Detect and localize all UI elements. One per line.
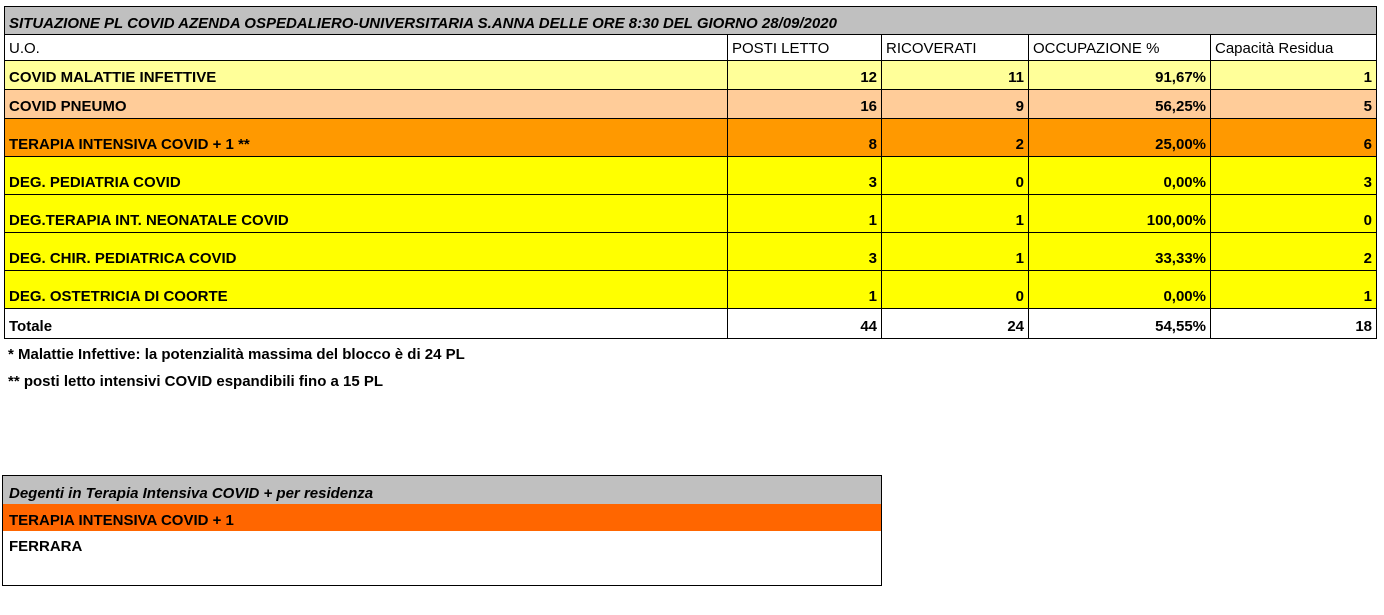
row-occupazione: 33,33% <box>1029 233 1211 270</box>
header-posti-letto: POSTI LETTO <box>728 35 882 60</box>
header-capacita-residua: Capacità Residua <box>1215 40 1334 57</box>
header-uo: U.O. <box>5 35 728 60</box>
total-residua: 18 <box>1355 318 1372 335</box>
row-residua: 6 <box>1363 136 1372 153</box>
row-uo: TERAPIA INTENSIVA COVID + 1 ** <box>5 119 728 156</box>
row-residua: 5 <box>1363 98 1372 115</box>
row-occupazione: 100,00% <box>1029 195 1211 232</box>
row-ricoverati: 2 <box>882 119 1029 156</box>
row-ricoverati: 9 <box>882 90 1029 118</box>
row-residua: 0 <box>1363 212 1372 229</box>
row-occupazione: 0,00% <box>1029 271 1211 308</box>
table-row <box>5 233 1376 271</box>
header-occupazione: OCCUPAZIONE % <box>1029 35 1211 60</box>
header-ricoverati: RICOVERATI <box>882 35 1029 60</box>
table-title: SITUAZIONE PL COVID AZENDA OSPEDALIERO-UNIVERSITARIA S.ANNA DELLE ORE 8:30 DEL GIORNO 28/09/2020 <box>5 7 1376 35</box>
row-ricoverati: 11 <box>882 61 1029 89</box>
row-occupazione: 56,25% <box>1029 90 1211 118</box>
row-uo: DEG. PEDIATRIA COVID <box>5 157 728 194</box>
row-residua: 1 <box>1363 69 1372 86</box>
total-posti: 44 <box>728 309 882 338</box>
row-uo: DEG.TERAPIA INT. NEONATALE COVID <box>5 195 728 232</box>
covid-beds-table <box>4 6 1377 339</box>
row-posti: 3 <box>728 233 882 270</box>
row-posti: 1 <box>728 271 882 308</box>
row-ricoverati: 0 <box>882 157 1029 194</box>
table-row <box>5 157 1376 195</box>
row-uo: DEG. CHIR. PEDIATRICA COVID <box>5 233 728 270</box>
table-row <box>5 61 1376 90</box>
row-posti: 1 <box>728 195 882 232</box>
total-row <box>5 309 1376 338</box>
residence-unit: TERAPIA INTENSIVA COVID + 1 <box>3 504 881 531</box>
row-posti: 8 <box>728 119 882 156</box>
row-posti: 16 <box>728 90 882 118</box>
row-residua: 1 <box>1363 288 1372 305</box>
row-residua: 3 <box>1363 174 1372 191</box>
table-row <box>5 195 1376 233</box>
footnote-posti-intensivi: ** posti letto intensivi COVID espandibili fino a 15 PL <box>8 373 384 390</box>
table-row <box>5 271 1376 309</box>
row-posti: 3 <box>728 157 882 194</box>
row-ricoverati: 0 <box>882 271 1029 308</box>
table-row <box>5 119 1376 157</box>
residence-city: FERRARA <box>9 538 83 555</box>
total-label: Totale <box>5 309 728 338</box>
row-ricoverati: 1 <box>882 195 1029 232</box>
row-uo: COVID MALATTIE INFETTIVE <box>5 61 728 89</box>
row-uo: COVID PNEUMO <box>5 90 728 118</box>
header-row <box>5 35 1376 61</box>
row-uo: DEG. OSTETRICIA DI COORTE <box>5 271 728 308</box>
footnote-malattie-infettive: * Malattie Infettive: la potenzialità massima del blocco è di 24 PL <box>8 346 465 363</box>
row-ricoverati: 1 <box>882 233 1029 270</box>
residence-title: Degenti in Terapia Intensiva COVID + per residenza <box>3 476 881 504</box>
row-residua: 2 <box>1363 250 1372 267</box>
table-row <box>5 90 1376 119</box>
total-occupazione: 54,55% <box>1029 309 1211 338</box>
row-posti: 12 <box>728 61 882 89</box>
row-occupazione: 25,00% <box>1029 119 1211 156</box>
total-ricoverati: 24 <box>882 309 1029 338</box>
row-occupazione: 91,67% <box>1029 61 1211 89</box>
row-occupazione: 0,00% <box>1029 157 1211 194</box>
residence-table <box>2 475 882 586</box>
